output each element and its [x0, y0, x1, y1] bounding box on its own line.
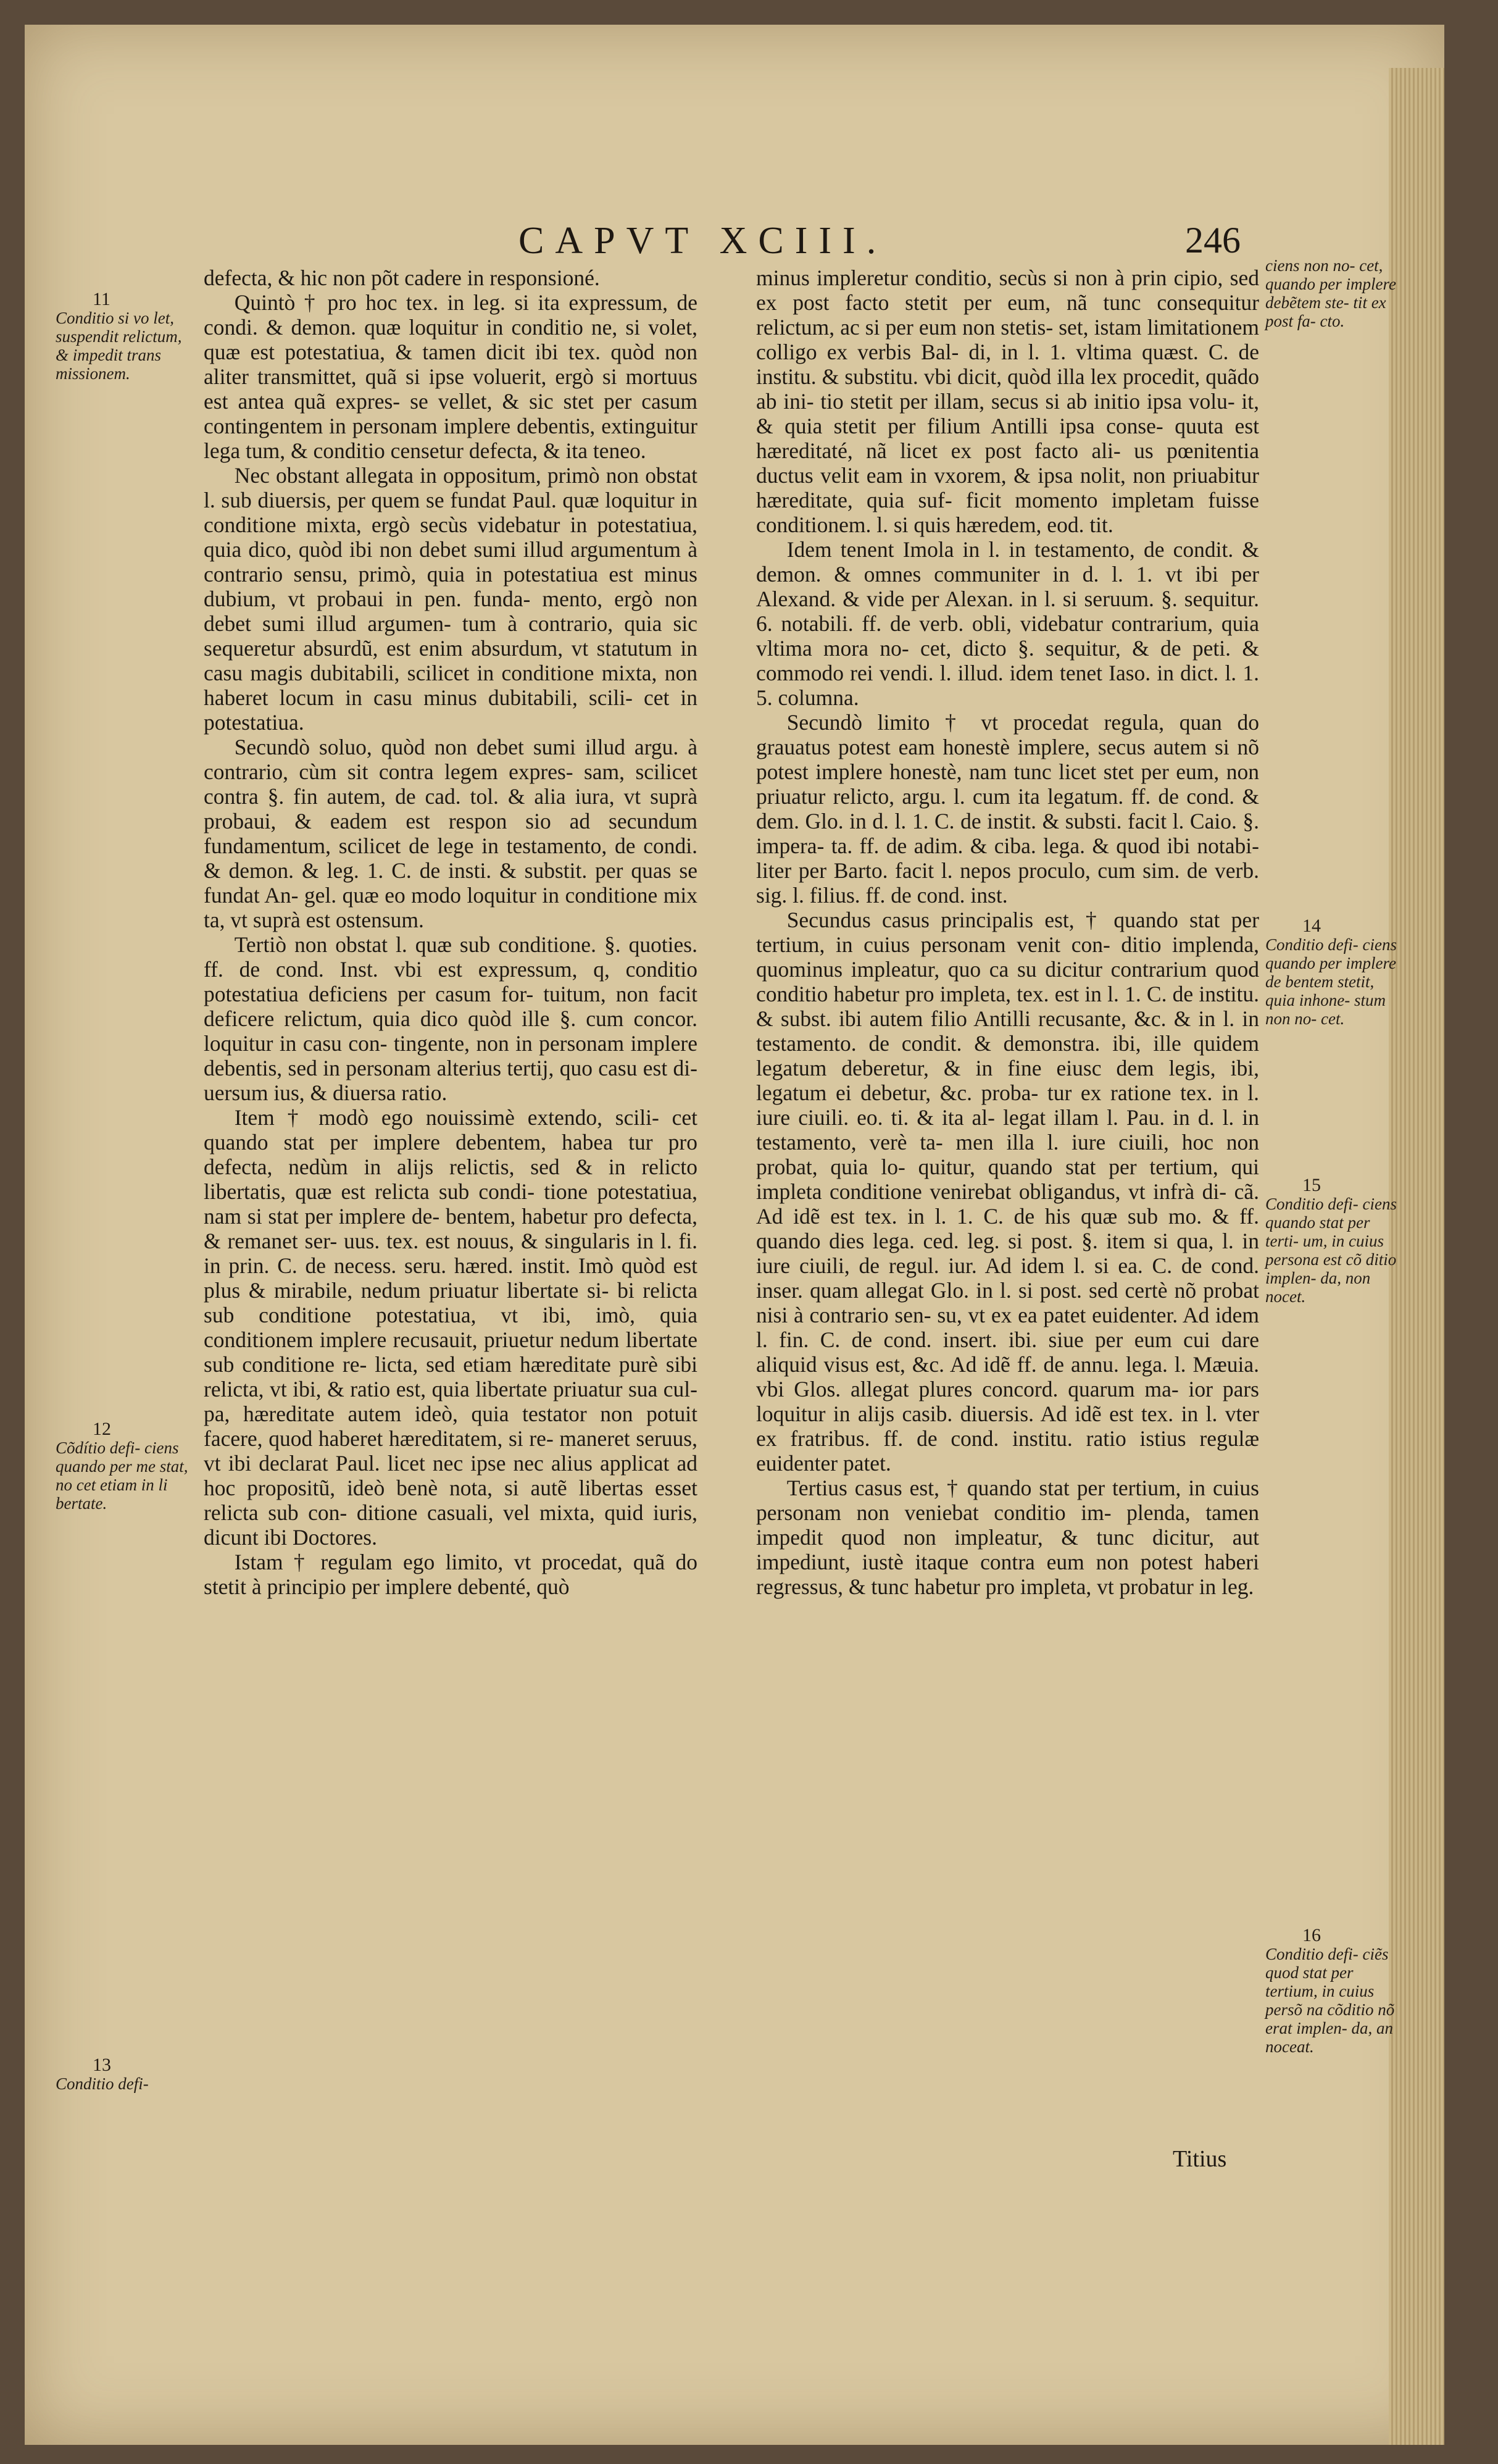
- margin-note-text: Conditio defi-: [56, 2074, 149, 2093]
- paragraph: Idem tenent Imola in l. in testamento, de condit. & demon. & omnes communiter in d. l. 1. vt ibi per Alexand. & vide per Alexan. in l. si seruum. §. sequitur. 6. notabili. ff. de verb. obli, videbatur contrarium, quia vltima mora no- cet, dicto §. sequitur, & de peti. & commodo rei vendi. l. illud. idem tenet Iaso. in dict. l. 1. 5. columna.: [756, 537, 1259, 710]
- folio-number: 246: [1185, 220, 1241, 261]
- paragraph: Nec obstant allegata in oppositum, primò non obstat l. sub diuersis, per quem se fundat Paul. quæ loquitur in conditione mixta, ergò secùs videbatur in potestatiua, quia dico, quòd ibi non debet sumi illud argumentum à contrario sensu, primò, quia in potestatiua est minus dubium, vt probaui in pen. funda- mento, ergò non debet sumi illud argumen- tum à contrario, quia sic sequeretur absurdũ, est enim absurdum, vt statutum in casu magis dubitabili, scilicet in conditione mixta, non haberet locum in casu minus dubitabili, scili- cet in potestatiua.: [204, 463, 697, 735]
- margin-note: [56, 1420, 191, 1513]
- left-text-column: [204, 265, 697, 1599]
- margin-note-text: Cõdítio defi- ciens quando per me stat, no cet etiam in li bertate.: [56, 1439, 188, 1513]
- margin-note-text: ciens non no- cet, quando per implere debẽtem ste- tit ex post fa- cto.: [1265, 256, 1396, 330]
- margin-note-number: 15: [1302, 1175, 1321, 1195]
- margin-note-number: 11: [93, 289, 110, 309]
- margin-note: [1265, 1926, 1401, 2056]
- paragraph: Tertius casus est, † quando stat per tertium, in cuius personam non veniebat conditio im- plenda, tamen impedit quod non impleatur, & tunc dicitur, aut impediunt, iustè itaque contra eum non potest haberi regressus, & tunc habetur pro impleta, vt probatur in leg.: [756, 1476, 1259, 1599]
- paragraph: Secundus casus principalis est, † quando stat per tertium, in cuius personam venit con- ditio implenda, quominus impleatur, quo ca su dicitur contrarium quod conditio habetur pro impleta, tex. est in l. 1. C. de institu. & subst. ibi autem filio Antilli recusante, &c. & in l. in testamento. de condit. & demonstra. ibi, ille quidem legatum deberetur, & in fine eiusc dem legis, ibi, legatum ei debetur, &c. proba- tur ex ratione tex. in l. iure ciuili. eo. ti. & ita al- legat illam l. Pau. in d. l. in testamento, verè ta- men illa l. iure ciuili, hoc non probat, quia lo- quitur, quando stat per tertium, qui impleta conditione venirebat obligandus, vt infrà di- cã. Ad idẽ est tex. in l. 1. C. de his quæ sub mo. & ff. quando dies lega. ced. leg. si post. §. item si qua, l. in iure ciuili, de regul. iur. Ad idem l. si ea. C. de cond. inser. quam allegat Glo. in l. si post. sed certè nõ probat nisi à contrario sen- su, vt ex ea patet euidenter. Ad idem l. fin. C. de cond. insert. ibi. siue per eum cui dare aliquid visus est, &c. Ad idẽ ff. de annu. lega. l. Mæuia. vbi Glos. allegat plures concord. quarum ma- ior pars loquitur in alijs casib. diuersis. Ad idẽ est tex. in l. vter ex fratribus. ff. de cond. institu. ratio istius regulæ euidenter patet.: [756, 908, 1259, 1476]
- margin-note: [1265, 917, 1401, 1028]
- margin-note-number: 16: [1302, 1925, 1321, 1945]
- margin-note-text: Conditio defi- ciẽs quod stat per tertium, in cuius persõ na cõditio nõ erat implen- da, an noceat.: [1265, 1945, 1395, 2056]
- paragraph: Quintò † pro hoc tex. in leg. si ita expressum, de condi. & demon. quæ loquitur in conditio ne, si volet, quæ est potestatiua, & tamen dicit ibi tex. quòd non aliter transmittet, quã si ipse voluerit, ergò si mortuus est antea quã expres- se vellet, & sic stet per casum contingentem in personam implere debentis, extinguitur lega tum, & conditio censetur defecta, & ita teneo.: [204, 290, 697, 463]
- margin-note-text: Conditio defi- ciens quando stat per terti- um, in cuius persona est cõ ditio implen- da, non nocet.: [1265, 1195, 1397, 1306]
- paragraph: Secundò soluo, quòd non debet sumi illud argu. à contrario, cùm sit contra legem expres- sam, scilicet contra §. fin autem, de cad. tol. & alia iura, vt suprà probaui, & eadem est respon sio ad secundum fundamentum, scilicet de lege in testamento, de condi. & demon. & leg. 1. C. de insti. & substit. per quas se fundat An- gel. quæ eo modo loquitur in conditione mix ta, vt suprà est ostensum.: [204, 735, 697, 932]
- paragraph: Istam † regulam ego limito, vt procedat, quã do stetit à principio per implere debenté, quò: [204, 1550, 697, 1599]
- margin-note-number: 13: [93, 2055, 111, 2075]
- right-text-column: [756, 265, 1259, 1599]
- margin-note-text: Conditio si vo let, suspendit relictum, & impedit trans missionem.: [56, 309, 182, 383]
- catchword: Titius: [1173, 2146, 1227, 2172]
- margin-note: [1265, 256, 1401, 330]
- paragraph: defecta, & hic non põt cadere in responsioné.: [204, 265, 600, 290]
- margin-note: [56, 290, 191, 383]
- margin-note-number: 14: [1302, 916, 1321, 936]
- margin-note: [56, 2056, 191, 2093]
- margin-note-text: Conditio defi- ciens quando per implere de bentem stetit, quia inhone- stum non no- cet.: [1265, 935, 1397, 1028]
- running-header: [25, 219, 1444, 269]
- margin-note-number: 12: [93, 1419, 111, 1439]
- paragraph: Item † modò ego nouissimè extendo, scili- cet quando stat per implere debentem, habea tur pro defecta, nedùm in alijs relictis, sed & in relicto libertatis, quæ est relicta sub condi- tione potestatiua, nam si stat per implere de- bentem, habetur pro defecta, & remanet ser- uus. tex. est nouus, & singularis in l. fi. in prin. C. de necess. seru. hæred. instit. Imò quòd est plus & mirabile, nedum priuatur libertate si- bi relicta sub conditione potestatiua, vt ibi, imò, quia conditionem implere recusauit, priuetur nedum libertate sub conditione re- licta, sed etiam hæreditate purè sibi relicta, vt ibi, & ratio est, quia libertate priuatur sua cul- pa, hæreditate autem ideò, quia testator non potuit facere, quod haberet hæreditatem, si re- maneret seruus, vt ibi declarat Paul. licet nec ipse nec alius applicat ad hoc propositũ, ideò benè nota, si autẽ libertas esset relicta sub con- ditione casuali, vel mixta, quid iuris, dicunt ibi Doctores.: [204, 1105, 697, 1550]
- margin-note: [1265, 1176, 1401, 1306]
- paragraph: Secundò limito † vt procedat regula, quan do grauatus potest eam honestè implere, secus autem si nõ potest implere honestè, nam tunc licet stet per eum, non priuatur relicto, argu. l. cum ita legatum. ff. de cond. & dem. Glo. in d. l. 1. C. de instit. & substi. facit l. Caio. §. impera- ta. ff. de adim. & ciba. lega. & quod ibi notabi- liter per Barto. facit l. nepos proculo, cum sim. de verb. sig. l. filius. ff. de cond. inst.: [756, 710, 1259, 908]
- chapter-title: CAPVT XCIII.: [518, 220, 888, 262]
- book-page: [25, 25, 1444, 2445]
- paragraph: minus impleretur conditio, secùs si non à prin cipio, sed ex post facto stetit per eum, nã tunc consequitur relictum, ac si per eum non stetis- set, istam limitationem colligo ex verbis Bal- di, in l. 1. vltima quæst. C. de institu. & substitu. vbi dicit, quòd illa lex procedit, quãdo ab ini- tio stetit per illam, secus si ab initio ipsa volu- it, & quia stetit per filium Antilli ipsa conse- quuta est hæreditaté, nã licet ex post facto ali- us pœnitentia ductus velit eam in vxorem, & ipsa nolit, non priuabitur hæreditate, quia suf- ficit momento impletam fuisse conditionem. l. si quis hæredem, eod. tit.: [756, 265, 1259, 537]
- paragraph: Tertiò non obstat l. quæ sub conditione. §. quoties. ff. de cond. Inst. vbi est expressum, q, conditio potestatiua deficiens per casum for- tuitum, non facit deficere relictum, quia dico quòd ille §. cum concor. loquitur in casu con- tingente, non in personam implere debentis, sed in personam alterius tertij, quo casu est di- uersum ius, & diuersa ratio.: [204, 932, 697, 1105]
